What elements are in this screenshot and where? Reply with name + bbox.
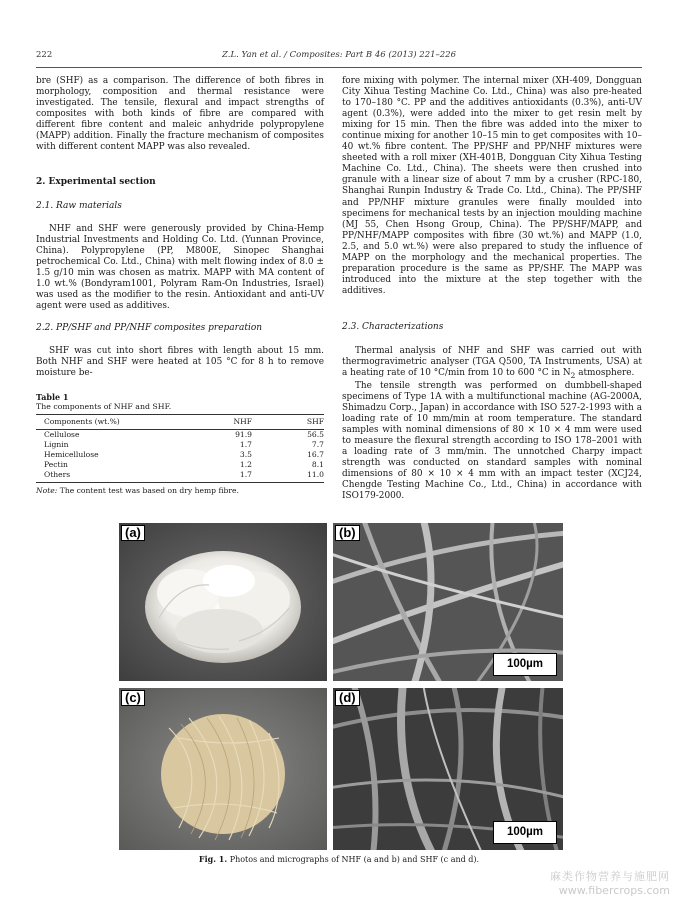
subsection-2-3-block: [342, 322, 642, 333]
scale-bar-b: 100µm: [493, 653, 557, 676]
table-cell: 1.7: [239, 440, 252, 449]
running-title: Z.L. Yan et al. / Composites: Part B 46 (2013) 221–226: [221, 50, 456, 60]
characterization-block: [342, 346, 642, 502]
subsection-2-1-title: 2.1. Raw materials: [36, 201, 122, 211]
table-cell: 56.5: [307, 430, 324, 439]
table-row: [36, 460, 324, 470]
subsection-2-2-block: [36, 323, 324, 334]
preparation-start-paragraph: SHF was cut into short fibres with length about 15 mm. Both NHF and SHF were heated at 105 °C for 8 h to remove moisture be-: [36, 346, 324, 379]
figure-caption-label: Fig. 1.: [198, 854, 228, 864]
raw-materials-paragraph: NHF and SHF were generously provided by China-Hemp Industrial Investments and Holding Co. Ltd. (Yunnan Province, China). Polypropylene (PP, M800E, Sinopec Shanghai petrochemical Co. Ltd., China) with melt flowing index of 8.0 ± 1.5 g/10 min was chosen as matrix. MAPP with MA content of 1.0 wt.% (Bondyram1001, Polyram Ram-On Industries, Israel) was used as the modifier to the resin. Antioxidant and anti-UV agent were used as additives.: [36, 224, 324, 312]
table-cell: Pectin: [44, 460, 68, 469]
header-rule: [36, 67, 642, 68]
thermal-text-start: Thermal analysis of NHF and SHF was carried out with thermogravimetric analyser (TGA Q500, TA Instruments, USA) at a heating rate of 10 °C/min from 10 to 600 °C in N: [342, 346, 642, 379]
intro-tail-paragraph: bre (SHF) as a comparison. The difference of both fibres in morphology, composition and thermal resistance were investigated. The tensile, flexural and impact strengths of composites with both kinds of fibre are compared with different fibre content and maleic anhydride polypropylene (MAPP) addition. Finally the fracture mechanism of composites with different content MAPP was also revealed.: [36, 76, 324, 153]
table-cell: Cellulose: [44, 430, 80, 439]
table-cell: Hemicellulose: [44, 450, 99, 459]
section-2-heading-block: [36, 177, 324, 188]
table-row: [36, 470, 324, 480]
panel-a-nhf-photo: [119, 523, 327, 681]
subsection-2-1-block: [36, 201, 324, 212]
table-1-title: Table 1: [36, 392, 69, 402]
figure-1: [119, 523, 563, 850]
subsection-2-2-title: 2.2. PP/SHF and PP/NHF composites preparation: [36, 323, 263, 333]
panel-b-nhf-micrograph: [333, 523, 563, 681]
preparation-start-block: [36, 346, 324, 379]
table-cell: Lignin: [44, 440, 69, 449]
table-header-cell: NHF: [233, 417, 252, 426]
table-cell: 1.7: [239, 470, 252, 479]
thermal-text-end: atmosphere.: [575, 368, 635, 379]
table-row: [36, 440, 324, 450]
table-cell: 7.7: [311, 440, 324, 449]
nhf-photo-image: [119, 523, 327, 681]
preparation-paragraph: fore mixing with polymer. The internal mixer (XH-409, Dongguan City Xihua Testing Machine Co. Ltd., China) was also pre-heated to 170–180 °C. PP and the additives antioxidants (0.3%), anti-UV agent (0.3%), were added into the mixer to get resin melt by mixing for 15 min. Then the fibre was added into the mixer to continue mixing for another 10–15 min to get composites with 10–40 wt.% fibre content. The PP/SHF and PP/NHF mixtures were sheeted with a roll mixer (XH-401B, Dongguan City Xihua Testing Machine Co. Ltd., China). The sheets were then crushed into granule with a linear size of about 7 mm by a crusher (RPC-180, Shanghai Runpin Industry & Trade Co. Ltd., China). The PP/SHF and PP/NHF mixture granules were finally moulded into specimens for mechanical tests by an injection moulding machine (MJ 55, Chen Hsong Group, China). The PP/SHF/MAPP, and PP/NHF/MAPP composites with fibre (30 wt.%) and MAPP (1.0, 2.5, and 5.0 wt.%) were also prepared to study the influence of MAPP on the morphology and the mechanical properties. The preparation procedure is the same as PP/SHF. The MAPP was introduced into the mixture at the step together with the additives.: [342, 76, 642, 296]
panel-c-shf-photo: [119, 688, 327, 850]
table-cell: 8.1: [311, 460, 324, 469]
table-row: [36, 450, 324, 460]
table-row: [36, 430, 324, 440]
panel-label-c: (c): [121, 690, 145, 706]
running-header: [36, 50, 642, 64]
table-header-row: [36, 415, 324, 429]
table-header-cell: Components (wt.%): [44, 417, 120, 426]
table-cell: 1.2: [239, 460, 252, 469]
table-1: [36, 414, 324, 483]
watermark-line-2: www.fibercrops.com: [558, 884, 670, 897]
panel-label-b: (b): [335, 525, 360, 541]
table-cell: 3.5: [239, 450, 252, 459]
table-note-label: Note:: [36, 486, 58, 495]
figure-caption-text: Photos and micrographs of NHF (a and b) and SHF (c and d).: [229, 855, 480, 864]
table-cell: Others: [44, 470, 71, 479]
panel-d-shf-micrograph: [333, 688, 563, 850]
panel-label-d: (d): [335, 690, 360, 706]
page-number: 222: [36, 50, 53, 60]
table-note: [36, 486, 239, 495]
site-watermark: [550, 868, 670, 897]
table-cell: 91.9: [235, 430, 252, 439]
table-note-text: The content test was based on dry hemp fibre.: [59, 486, 239, 495]
panel-label-a: (a): [121, 525, 145, 541]
figure-1-caption: [0, 854, 678, 864]
subsection-2-3-title: 2.3. Characterizations: [342, 322, 444, 332]
mechanical-tests-paragraph: The tensile strength was performed on dumbbell-shaped specimens of Type 1A with a multifunctional machine (AG-2000A, Shimadzu Corp., Japan) in accordance with ISO 527-2-1993 with a loading rate of 10 mm/min at room temperature. The standard samples with nominal dimensions of 80 × 10 × 4 mm were used to measure the flexural strength according to ISO 178–2001 with a loading rate of 3 mm/min. The unnotched Charpy impact strength was conducted on standard samples with nominal dimensions of 80 × 10 × 4 mm with an impact tester (XCJ24, Chengde Testing Machine Co., Ltd., China) in accordance with ISO179-2000.: [342, 380, 642, 502]
section-2-title: 2. Experimental section: [36, 177, 156, 187]
shf-photo-image: [119, 688, 327, 850]
left-column: [36, 76, 324, 153]
table-bottom-rule: [36, 482, 324, 483]
table-1-caption: The components of NHF and SHF.: [36, 402, 172, 411]
raw-materials-block: [36, 224, 324, 312]
thermal-analysis-paragraph: [342, 346, 642, 381]
table-cell: 11.0: [307, 470, 324, 479]
scale-bar-d: 100µm: [493, 821, 557, 844]
right-column: [342, 76, 642, 297]
table-header-cell: SHF: [306, 417, 324, 426]
table-cell: 16.7: [307, 450, 324, 459]
n2-subscript: 2: [570, 370, 576, 380]
watermark-line-1: 麻类作物营养与施肥网: [550, 870, 670, 883]
